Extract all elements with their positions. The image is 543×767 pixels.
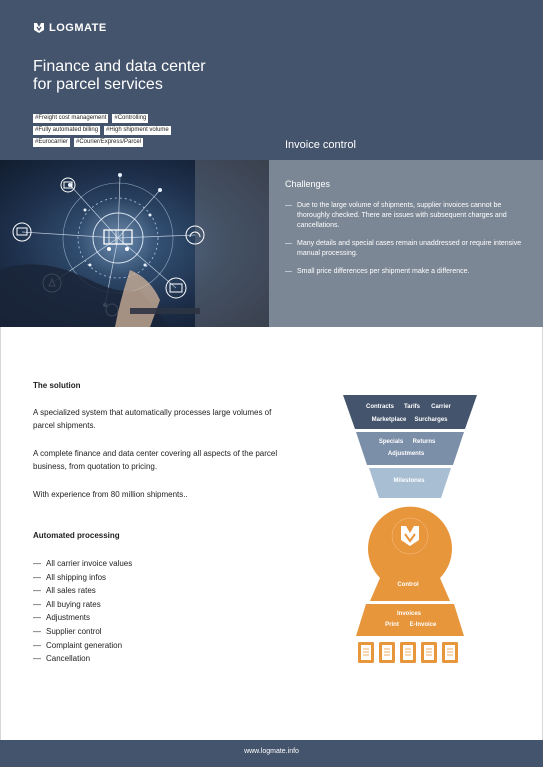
tag-row	[33, 114, 273, 123]
processing-title: Automated processing	[33, 531, 120, 540]
dash-bullet: —	[33, 599, 41, 609]
tag-row	[33, 138, 273, 147]
tag: #Fully automated billing	[35, 127, 99, 133]
processing-list	[33, 557, 132, 666]
challenge-text: Due to the large volume of shipments, supplier invoices cannot be thoroughly checked. There are issues with subsequent charges and cancellations.	[297, 202, 507, 229]
list-item	[33, 625, 132, 639]
solution-paragraph: A specialized system that automatically processes large volumes of parcel shipments.	[33, 408, 272, 430]
funnel-label: Contracts	[365, 404, 395, 410]
list-item-text: Adjustments	[46, 613, 91, 623]
list-item-text: All carrier invoice values	[46, 559, 133, 568]
dash-bullet: —	[33, 613, 41, 623]
challenge-text: Small price differences per shipment make a difference.	[297, 268, 470, 275]
tag: #Freight cost management	[35, 115, 107, 121]
document-icons	[358, 642, 458, 663]
funnel-label: E-Invoice	[409, 622, 437, 628]
tag-list	[33, 114, 273, 150]
list-item	[33, 598, 132, 612]
title-line-2: for parcel services	[33, 76, 163, 93]
tag: #Courier/Express/Parcel	[76, 139, 142, 145]
funnel-tier-1	[343, 395, 477, 429]
funnel-label: Invoices	[396, 611, 422, 617]
challenges-title: Challenges	[285, 179, 331, 189]
challenges-panel	[269, 160, 543, 327]
page-title	[33, 58, 206, 94]
list-item-text: All sales rates	[46, 586, 96, 596]
brand-name: LOGMATE	[49, 22, 107, 34]
network-illustration	[0, 160, 269, 327]
list-item-text: Cancellation	[46, 654, 91, 664]
hero-illustration	[0, 160, 269, 327]
funnel-label: Print	[385, 622, 399, 628]
list-item	[33, 639, 132, 653]
funnel-label: Surcharges	[414, 417, 448, 423]
document-icon	[400, 642, 416, 663]
solution-paragraph: A complete finance and data center covering all aspects of the parcel business, from quotation to pricing.	[33, 449, 278, 471]
footer-bar	[0, 740, 543, 767]
list-item	[33, 571, 132, 585]
dash-bullet: —	[33, 640, 41, 650]
funnel-label: Marketplace	[371, 417, 407, 423]
list-item	[33, 652, 132, 666]
list-item	[33, 611, 132, 625]
tag: #Controlling	[114, 115, 147, 121]
header-banner	[0, 0, 543, 160]
footer-link[interactable]: www.logmate.info	[244, 748, 299, 755]
funnel-label: Tarifs	[404, 404, 420, 410]
list-item	[33, 584, 132, 598]
dash-bullet: —	[285, 240, 292, 247]
document-icon	[358, 642, 374, 663]
challenge-item	[285, 201, 525, 231]
dash-bullet: —	[33, 572, 41, 582]
solution-title: The solution	[33, 381, 81, 390]
document-icon	[442, 642, 458, 663]
list-item-text: All buying rates	[46, 599, 101, 609]
dash-bullet: —	[33, 626, 41, 636]
funnel-label: Specials	[378, 439, 404, 445]
funnel-tier-2	[356, 432, 464, 465]
funnel-label: Adjustments	[387, 451, 425, 457]
dash-bullet: —	[33, 654, 41, 664]
dash-bullet: —	[33, 559, 41, 568]
funnel-label: Milestones	[393, 478, 425, 484]
tag: #Eurocarrier	[35, 139, 69, 145]
tag: #High shipment volume	[106, 127, 169, 133]
title-line-1: Finance and data center	[33, 58, 206, 75]
funnel-output-block	[356, 604, 464, 636]
list-item-text: All shipping infos	[46, 572, 107, 582]
tag-row	[33, 126, 273, 135]
document-icon	[379, 642, 395, 663]
challenge-item	[285, 239, 525, 259]
dash-bullet: —	[285, 202, 292, 209]
logmate-logo-icon	[33, 22, 45, 34]
funnel-label: Control	[397, 582, 419, 588]
document-icon	[421, 642, 437, 663]
challenges-list	[285, 201, 525, 285]
dash-bullet: —	[285, 268, 292, 275]
solution-paragraph: With experience from 80 million shipments..	[33, 490, 188, 499]
funnel-label: Carrier	[431, 404, 451, 410]
funnel-label: Returns	[412, 439, 436, 445]
list-item-text: Complaint generation	[46, 640, 123, 650]
section-label: Invoice control	[285, 139, 356, 151]
list-item-text: Supplier control	[46, 626, 102, 636]
dash-bullet: —	[33, 586, 41, 596]
challenge-item	[285, 267, 525, 277]
funnel-diagram	[340, 393, 480, 667]
challenge-text: Many details and special cases remain unaddressed or require intensive manual processing.	[297, 240, 522, 257]
list-item	[33, 557, 132, 571]
brand-logo	[33, 22, 107, 34]
